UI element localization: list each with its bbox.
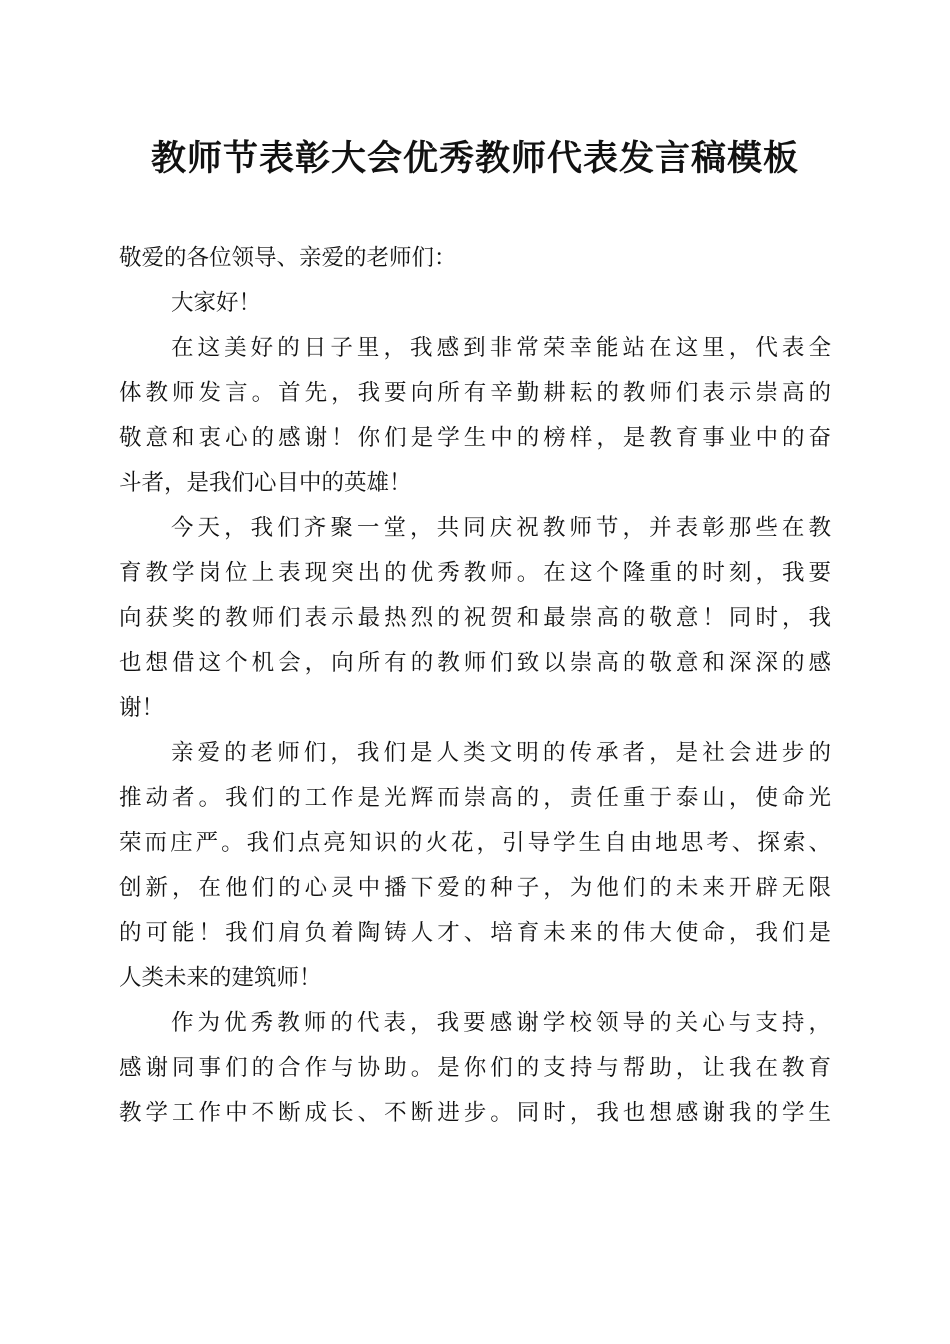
document-body: [119, 236, 831, 1136]
text-line: 教学工作中不断成长、不断进步。同时，我也想感谢我的学生: [119, 1100, 831, 1126]
text-line: 敬爱的各位领导、亲爱的老师们：: [119, 245, 457, 271]
text-line: 斗者，是我们心目中的英雄！: [119, 470, 412, 496]
text-line: 体教师发言。首先，我要向所有辛勤耕耘的教师们表示崇高的: [119, 380, 831, 406]
text-line: 大家好！: [171, 290, 262, 316]
text-line: 感谢同事们的合作与协助。是你们的支持与帮助，让我在教育: [119, 1055, 831, 1081]
text-line: 向获奖的教师们表示最热烈的祝贺和最崇高的敬意！同时，我: [119, 605, 831, 631]
text-line: 人类未来的建筑师！: [119, 965, 322, 991]
text-line: 育教学岗位上表现突出的优秀教师。在这个隆重的时刻，我要: [119, 560, 831, 586]
text-line: 的可能！我们肩负着陶铸人才、培育未来的伟大使命，我们是: [119, 920, 831, 946]
text-line: 敬意和衷心的感谢！你们是学生中的榜样，是教育事业中的奋: [119, 425, 831, 451]
text-line: 在这美好的日子里，我感到非常荣幸能站在这里，代表全: [171, 335, 831, 361]
text-line: 亲爱的老师们，我们是人类文明的传承者，是社会进步的: [171, 740, 831, 766]
text-line: 荣而庄严。我们点亮知识的火花，引导学生自由地思考、探索、: [119, 830, 831, 856]
text-line: 今天，我们齐聚一堂，共同庆祝教师节，并表彰那些在教: [171, 515, 831, 541]
text-line: 创新，在他们的心灵中播下爱的种子，为他们的未来开辟无限: [119, 875, 831, 901]
text-line: 也想借这个机会，向所有的教师们致以崇高的敬意和深深的感: [119, 650, 831, 676]
text-line: 作为优秀教师的代表，我要感谢学校领导的关心与支持，: [171, 1010, 831, 1036]
text-line: 谢！: [119, 695, 165, 721]
text-line: 推动者。我们的工作是光辉而崇高的，责任重于泰山，使命光: [119, 785, 831, 811]
document-title: 教师节表彰大会优秀教师代表发言稿模板: [150, 138, 799, 179]
